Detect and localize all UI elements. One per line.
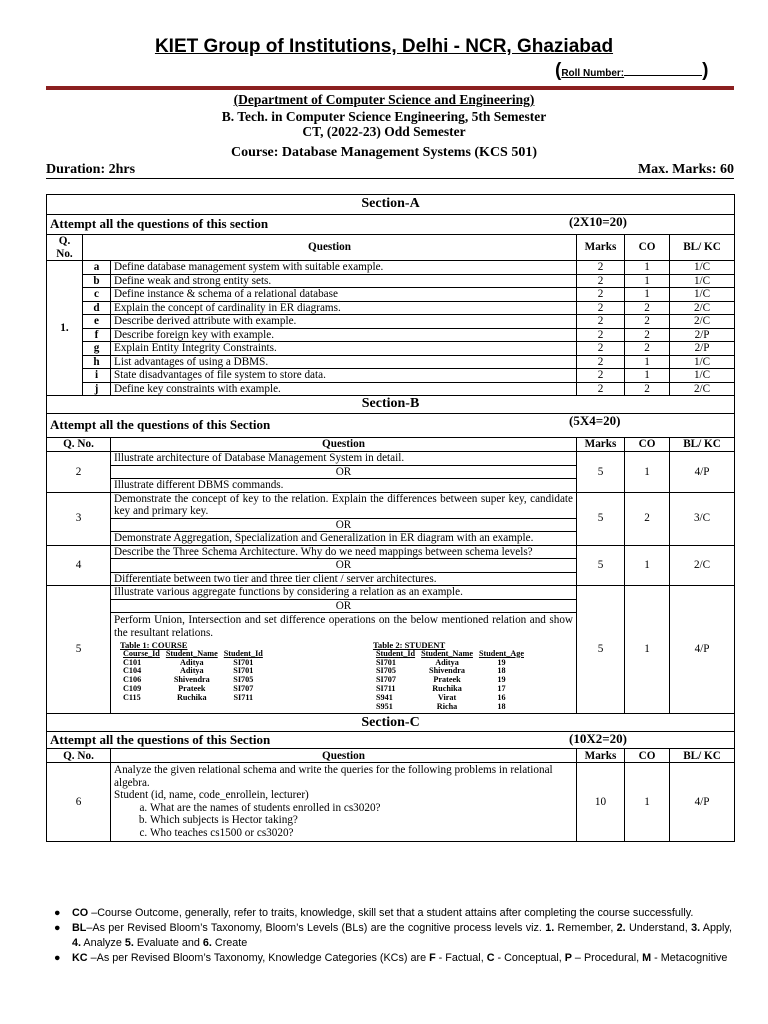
col-co-c: CO [625, 749, 670, 763]
section-a-row [47, 355, 735, 369]
relation-header: Student_Name [165, 648, 218, 658]
item-marks: 2 [577, 315, 625, 329]
relation-cell: Richa [436, 701, 458, 711]
course-table-caption: Table 1: COURSE [120, 640, 188, 650]
item-marks: 2 [577, 301, 625, 315]
note-kc [54, 951, 732, 966]
duration-row [46, 162, 734, 178]
q2-option-b: Illustrate different DBMS commands. [111, 479, 577, 493]
section-a-marks-scheme: (2X10=20) [569, 214, 627, 229]
item-blkc: 2/P [670, 328, 735, 342]
item-co: 1 [625, 369, 670, 383]
course-table [120, 650, 266, 703]
bl-level-number: 1. [545, 922, 555, 934]
duration-rule [46, 178, 734, 179]
item-blkc: 1/C [670, 355, 735, 369]
section-a-row [47, 288, 735, 302]
bl-level-number: 4. [72, 937, 82, 949]
item-letter: e [83, 315, 111, 329]
section-c-title: Section-C [47, 714, 735, 732]
relation-cell: SI701 [233, 657, 254, 667]
section-a-row [47, 369, 735, 383]
q4-marks: 5 [577, 545, 625, 586]
bl-level-name: Evaluate and [133, 937, 203, 949]
q2-number: 2 [47, 452, 111, 493]
item-letter: f [83, 328, 111, 342]
item-co: 2 [625, 342, 670, 356]
kc-m: M [642, 952, 652, 964]
item-co: 2 [625, 328, 670, 342]
item-question: Define database management system with suitable example. [111, 261, 577, 275]
relation-cell: Virat [437, 692, 457, 702]
q5-or: OR [111, 599, 577, 613]
col-question-c: Question [111, 749, 577, 763]
item-letter: d [83, 301, 111, 315]
section-a-row [47, 315, 735, 329]
relation-cell: 17 [497, 683, 506, 693]
q5-blkc: 4/P [670, 586, 735, 714]
q5-co: 1 [625, 586, 670, 714]
kc-text: –As per Revised Bloom’s Taxonomy, Knowledge Categories (KCs) are [87, 952, 430, 964]
bl-level-number: 2. [616, 922, 626, 934]
q6-sub-b: b. Which subjects is Hector taking? [150, 814, 573, 827]
relation-cell: SI705 [233, 675, 254, 685]
item-letter: b [83, 274, 111, 288]
item-blkc: 2/C [670, 315, 735, 329]
header-divider [46, 86, 734, 90]
item-blkc: 2/C [670, 301, 735, 315]
relation-cell: C101 [123, 657, 142, 667]
bl-level-number: 5. [124, 937, 134, 949]
relation-cell: Ruchika [177, 692, 207, 702]
q6-sub-c: c. Who teaches cs1500 or cs3020? [150, 827, 573, 840]
note-co [54, 906, 732, 921]
kc-text: - Factual, [435, 952, 487, 964]
item-blkc: 1/C [670, 369, 735, 383]
q5-option-b: Perform Union, Intersection and set difference operations on the below mentioned relation and show the resultant relations. [114, 614, 573, 639]
section-c-instruction-row [47, 732, 735, 749]
section-a-items [47, 261, 735, 396]
q4-blkc: 2/C [670, 545, 735, 586]
relation-cell: Aditya [179, 666, 204, 676]
item-co: 1 [625, 261, 670, 275]
col-question: Question [83, 235, 577, 261]
section-a-row [47, 382, 735, 396]
bullet: ● [54, 907, 61, 919]
section-a-row [47, 301, 735, 315]
relation-cell: SI701 [375, 657, 396, 667]
section-c-marks-scheme: (10X2=20) [569, 731, 627, 747]
item-marks: 2 [577, 288, 625, 302]
bullet: ● [54, 952, 61, 964]
item-letter: i [83, 369, 111, 383]
q6-sub-a: a. What are the names of students enrolled in cs3020? [150, 802, 573, 815]
section-b-marks-scheme: (5X4=20) [569, 413, 621, 428]
bl-level-name: Create [211, 937, 248, 949]
roll-number-label: Roll Number: [561, 68, 625, 79]
item-letter: h [83, 355, 111, 369]
col-co-b: CO [625, 438, 670, 452]
item-letter: g [83, 342, 111, 356]
q2-marks: 5 [577, 452, 625, 493]
relation-cell: 19 [497, 675, 506, 685]
bl-level-number: 6. [202, 937, 212, 949]
max-marks: Max. Marks: 60 [637, 162, 734, 177]
item-marks: 2 [577, 342, 625, 356]
item-question: Describe foreign key with example. [111, 328, 577, 342]
roll-paren-open: ( [555, 60, 562, 81]
relation-cell: Aditya [435, 657, 459, 667]
relation-tables [114, 639, 573, 713]
section-a-instruction: Attempt all the questions of this section [50, 216, 269, 232]
section-b-instruction-row [47, 414, 735, 438]
duration: Duration: 2hrs [46, 162, 136, 177]
item-question: Explain the concept of cardinality in ER diagrams. [111, 301, 577, 315]
col-blkc-b: BL/ KC [670, 438, 735, 452]
kc-text: - Conceptual, [494, 952, 565, 964]
kc-text: - Metacognitive [651, 952, 728, 964]
relation-cell: SI705 [375, 666, 396, 676]
q1-number: 1. [47, 261, 83, 396]
relation-cell: 16 [497, 692, 506, 702]
col-blkc-c: BL/ KC [670, 749, 735, 763]
kc-f: F [429, 952, 436, 964]
roll-number-field [555, 60, 708, 82]
relation-cell: Aditya [179, 657, 204, 667]
exam-title: CT, (2022-23) Odd Semester [302, 124, 466, 139]
q6-marks: 10 [577, 763, 625, 842]
q6-co: 1 [625, 763, 670, 842]
item-marks: 2 [577, 328, 625, 342]
item-co: 1 [625, 288, 670, 302]
item-co: 2 [625, 382, 670, 396]
section-a-row [47, 261, 735, 275]
item-co: 1 [625, 274, 670, 288]
q3-blkc: 3/C [670, 492, 735, 545]
q2-or: OR [111, 465, 577, 479]
relation-cell: C104 [123, 666, 142, 676]
student-relation [373, 641, 527, 711]
relation-row [373, 703, 527, 712]
item-question: Define key constraints with example. [111, 382, 577, 396]
q2-blkc: 4/P [670, 452, 735, 493]
item-marks: 2 [577, 355, 625, 369]
q3-or: OR [111, 518, 577, 532]
item-question: State disadvantages of file system to store data. [111, 369, 577, 383]
relation-cell: Prateek [178, 683, 206, 693]
relation-header: Student_Id [223, 648, 263, 658]
section-a-instruction-row [47, 215, 735, 235]
q6-question [111, 763, 577, 842]
relation-cell: 18 [497, 701, 506, 711]
item-marks: 2 [577, 369, 625, 383]
relation-cell: SI711 [233, 692, 254, 702]
q6-intro: Analyze the given relational schema and write the queries for the following problems in relational algebra. [114, 764, 553, 789]
relation-cell: S951 [375, 701, 393, 711]
footnotes [54, 906, 732, 966]
col-co: CO [625, 235, 670, 261]
item-question: Define instance & schema of a relational database [111, 288, 577, 302]
course-relation [120, 641, 266, 711]
col-marks-b: Marks [577, 438, 625, 452]
item-blkc: 2/P [670, 342, 735, 356]
co-term: CO [72, 907, 89, 919]
q6-blkc: 4/P [670, 763, 735, 842]
col-qno-b: Q. No. [47, 438, 111, 452]
q3-marks: 5 [577, 492, 625, 545]
item-blkc: 1/C [670, 261, 735, 275]
item-question: Explain Entity Integrity Constraints. [111, 342, 577, 356]
item-question: Define weak and strong entity sets. [111, 274, 577, 288]
bl-level-name: Analyze [81, 937, 125, 949]
student-table-caption: Table 2: STUDENT [372, 640, 446, 650]
institution-title: KIET Group of Institutions, Delhi - NCR, Ghaziabad [154, 36, 614, 57]
question-paper-table [46, 194, 735, 842]
q4-number: 4 [47, 545, 111, 586]
relation-cell: C106 [123, 675, 142, 685]
relation-cell: C109 [123, 683, 142, 693]
bl-term: BL [72, 922, 87, 934]
item-co: 2 [625, 301, 670, 315]
q5-option-b-cell [111, 613, 577, 714]
relation-row [120, 694, 266, 703]
relation-cell: Shivendra [173, 675, 210, 685]
col-question-b: Question [111, 438, 577, 452]
q3-co: 2 [625, 492, 670, 545]
q4-co: 1 [625, 545, 670, 586]
q6-number: 6 [47, 763, 111, 842]
section-b-title: Section-B [47, 396, 735, 414]
relation-cell: S941 [375, 692, 393, 702]
q4-option-a: Describe the Three Schema Architecture. Why do we need mappings between schema levels? [111, 545, 577, 559]
item-letter: c [83, 288, 111, 302]
kc-p: P [564, 952, 572, 964]
q6-subquestions [114, 802, 573, 840]
roll-number-blank [624, 65, 702, 76]
bl-text: –As per Revised Bloom’s Taxonomy, Bloom’s Levels (BLs) are the cognitive process levels viz. [86, 922, 546, 934]
relation-cell: SI707 [375, 675, 396, 685]
kc-text: – Procedural, [571, 952, 643, 964]
q5-option-a: Illustrate various aggregate functions by considering a relation as an example. [111, 586, 577, 600]
q4-option-b: Differentiate between two tier and three tier client / server architectures. [111, 572, 577, 586]
q5-marks: 5 [577, 586, 625, 714]
col-qno-c: Q. No. [47, 749, 111, 763]
item-question: List advantages of using a DBMS. [111, 355, 577, 369]
q3-option-a: Demonstrate the concept of key to the relation. Explain the differences between super key, candidate key and primary key. [111, 492, 577, 518]
q2-option-a: Illustrate architecture of Database Management System in detail. [111, 452, 577, 466]
bl-level-name: Remember, [554, 922, 617, 934]
relation-cell: 19 [497, 657, 506, 667]
relation-cell: SI711 [375, 683, 396, 693]
department: (Department of Computer Science and Engineering) [233, 92, 535, 107]
item-marks: 2 [577, 261, 625, 275]
section-a-row [47, 342, 735, 356]
item-co: 1 [625, 355, 670, 369]
relation-header: Student_Age [478, 648, 524, 658]
relation-cell: SI701 [233, 666, 254, 676]
relation-cell: SI707 [233, 683, 254, 693]
q3-option-b: Demonstrate Aggregation, Specialization and Generalization in ER diagram with an example. [111, 532, 577, 546]
item-letter: j [83, 382, 111, 396]
item-co: 2 [625, 315, 670, 329]
col-blkc: BL/ KC [670, 235, 735, 261]
section-a-row [47, 274, 735, 288]
program: B. Tech. in Computer Science Engineering, 5th Semester [221, 109, 547, 124]
bl-level-name: Apply, [700, 922, 732, 934]
section-c-instruction: Attempt all the questions of this Section [50, 732, 271, 748]
relation-cell: 18 [497, 666, 506, 676]
item-letter: a [83, 261, 111, 275]
relation-header: Student_Id [375, 648, 416, 658]
col-marks-c: Marks [577, 749, 625, 763]
relation-cell: Shivendra [429, 666, 465, 676]
item-blkc: 1/C [670, 288, 735, 302]
item-question: Describe derived attribute with example. [111, 315, 577, 329]
col-qno: Q. No. [47, 235, 83, 261]
q2-co: 1 [625, 452, 670, 493]
section-b-instruction: Attempt all the questions of this Section [50, 417, 271, 433]
item-blkc: 2/C [670, 382, 735, 396]
relation-header: Student_Name [421, 648, 473, 658]
relation-cell: Ruchika [432, 683, 462, 693]
col-marks: Marks [577, 235, 625, 261]
bl-level-name: Understand, [625, 922, 692, 934]
co-text: –Course Outcome, generally, refer to traits, knowledge, skill set that a student attains after completing the course successfully. [88, 907, 694, 919]
relation-header: Course_Id [123, 648, 160, 658]
note-bl [54, 921, 732, 951]
course-title: Course: Database Management Systems (KCS 501) [230, 145, 538, 160]
item-marks: 2 [577, 274, 625, 288]
relation-cell: C115 [123, 692, 141, 702]
roll-paren-close: ) [702, 60, 709, 81]
q3-number: 3 [47, 492, 111, 545]
bl-level-number: 3. [691, 922, 701, 934]
section-a-title: Section-A [47, 195, 735, 215]
section-a-row [47, 328, 735, 342]
relation-cell: Prateek [433, 675, 461, 685]
item-marks: 2 [577, 382, 625, 396]
bullet: ● [54, 922, 61, 934]
q6-schema: Student (id, name, code_enrollein, lecturer) [114, 789, 309, 802]
q5-number: 5 [47, 586, 111, 714]
q4-or: OR [111, 559, 577, 573]
kc-c: C [486, 952, 495, 964]
student-table [373, 650, 527, 712]
kc-term: KC [72, 952, 88, 964]
item-blkc: 1/C [670, 274, 735, 288]
